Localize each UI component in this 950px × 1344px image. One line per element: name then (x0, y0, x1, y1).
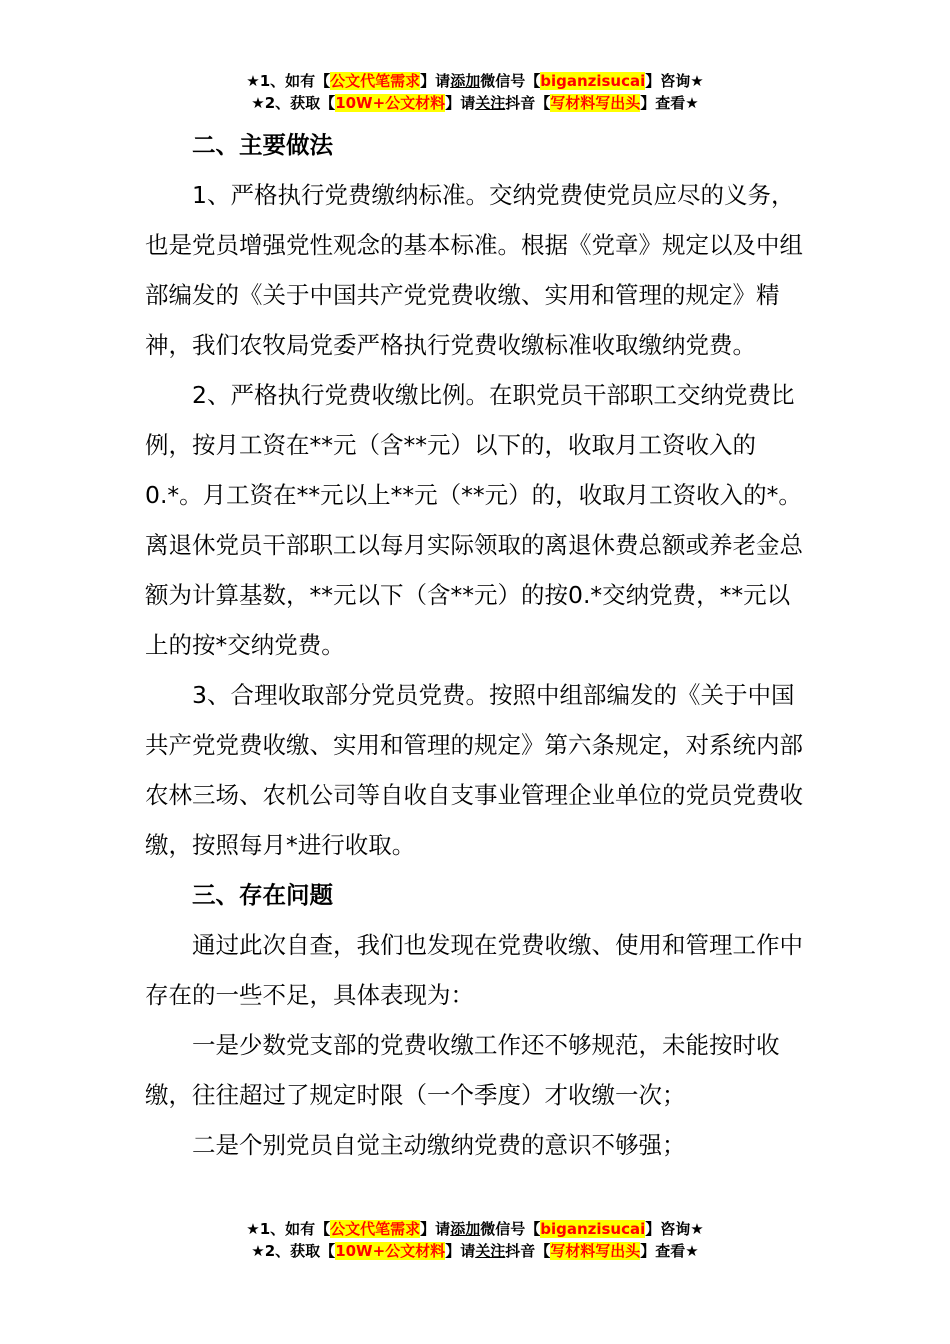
section-heading-practices: 二、主要做法 (192, 131, 333, 159)
paragraph-self-check: 通过此次自查，我们也发现在党费收缴、使用和管理工作中存在的一些不足，具体表现为： (145, 931, 803, 1009)
paragraph-payment-standard: 1、严格执行党费缴纳标准。交纳党费使党员应尽的义务，也是党员增强党性观念的基本标准。根据《党章》规定以及中组部编发的《关于中国共产党党费收缴、实用和管理的规定》精神，我们农牧局党委严格执行党费收缴标准收取缴纳党费。 (145, 181, 803, 359)
promo-line-1: ★1、如有【公文代笔需求】请添加微信号【biganzisucai】咨询★ (246, 1220, 704, 1238)
promo-underline: 添加 (450, 72, 481, 90)
promo-line-2: ★2、获取【10W+公文材料】请关注抖音【写材料写出头】查看★ (251, 94, 699, 112)
paragraph-payment-ratio: 2、严格执行党费收缴比例。在职党员干部职工交纳党费比例，按月工资在**元（含**元）以下的，收取月工资收入的0.*。月工资在**元以上**元（**元）的，收取月工资收入的*。离退休党员干部职工以每月实际领取的离退休费总额或养老金总额为计算基数，**元以下（含**元）的按0.*交纳党费，**元以上的按*交纳党费。 (145, 381, 803, 659)
promo-header (0, 70, 950, 114)
promo-footer (0, 1218, 950, 1262)
promo-underline: 关注 (475, 94, 506, 112)
document-body (145, 120, 810, 1170)
section-heading-problems: 三、存在问题 (192, 881, 333, 909)
paragraph-partial-collection: 3、合理收取部分党员党费。按照中组部编发的《关于中国共产党党费收缴、实用和管理的规定》第六条规定，对系统内部农林三场、农机公司等自收自支事业管理企业单位的党员党费收缴，按照每月*进行收取。 (145, 681, 803, 859)
paragraph-problem-2: 二是个别党员自觉主动缴纳党费的意识不够强； (192, 1131, 686, 1159)
promo-highlight: 10W+公文材料 (335, 94, 446, 112)
promo-douyin-id: 写材料写出头 (550, 1242, 641, 1260)
promo-wechat-id: biganzisucai (540, 1220, 646, 1238)
promo-wechat-id: biganzisucai (540, 72, 646, 90)
promo-underline: 关注 (475, 1242, 506, 1260)
promo-underline: 添加 (450, 1220, 481, 1238)
promo-highlight: 公文代笔需求 (330, 1220, 421, 1238)
promo-highlight: 公文代笔需求 (330, 72, 421, 90)
promo-douyin-id: 写材料写出头 (550, 94, 641, 112)
promo-line-1: ★1、如有【公文代笔需求】请添加微信号【biganzisucai】咨询★ (246, 72, 704, 90)
promo-highlight: 10W+公文材料 (335, 1242, 446, 1260)
promo-line-2: ★2、获取【10W+公文材料】请关注抖音【写材料写出头】查看★ (251, 1242, 699, 1260)
paragraph-problem-1: 一是少数党支部的党费收缴工作还不够规范，未能按时收缴，往往超过了规定时限（一个季度）才收缴一次； (145, 1031, 780, 1109)
